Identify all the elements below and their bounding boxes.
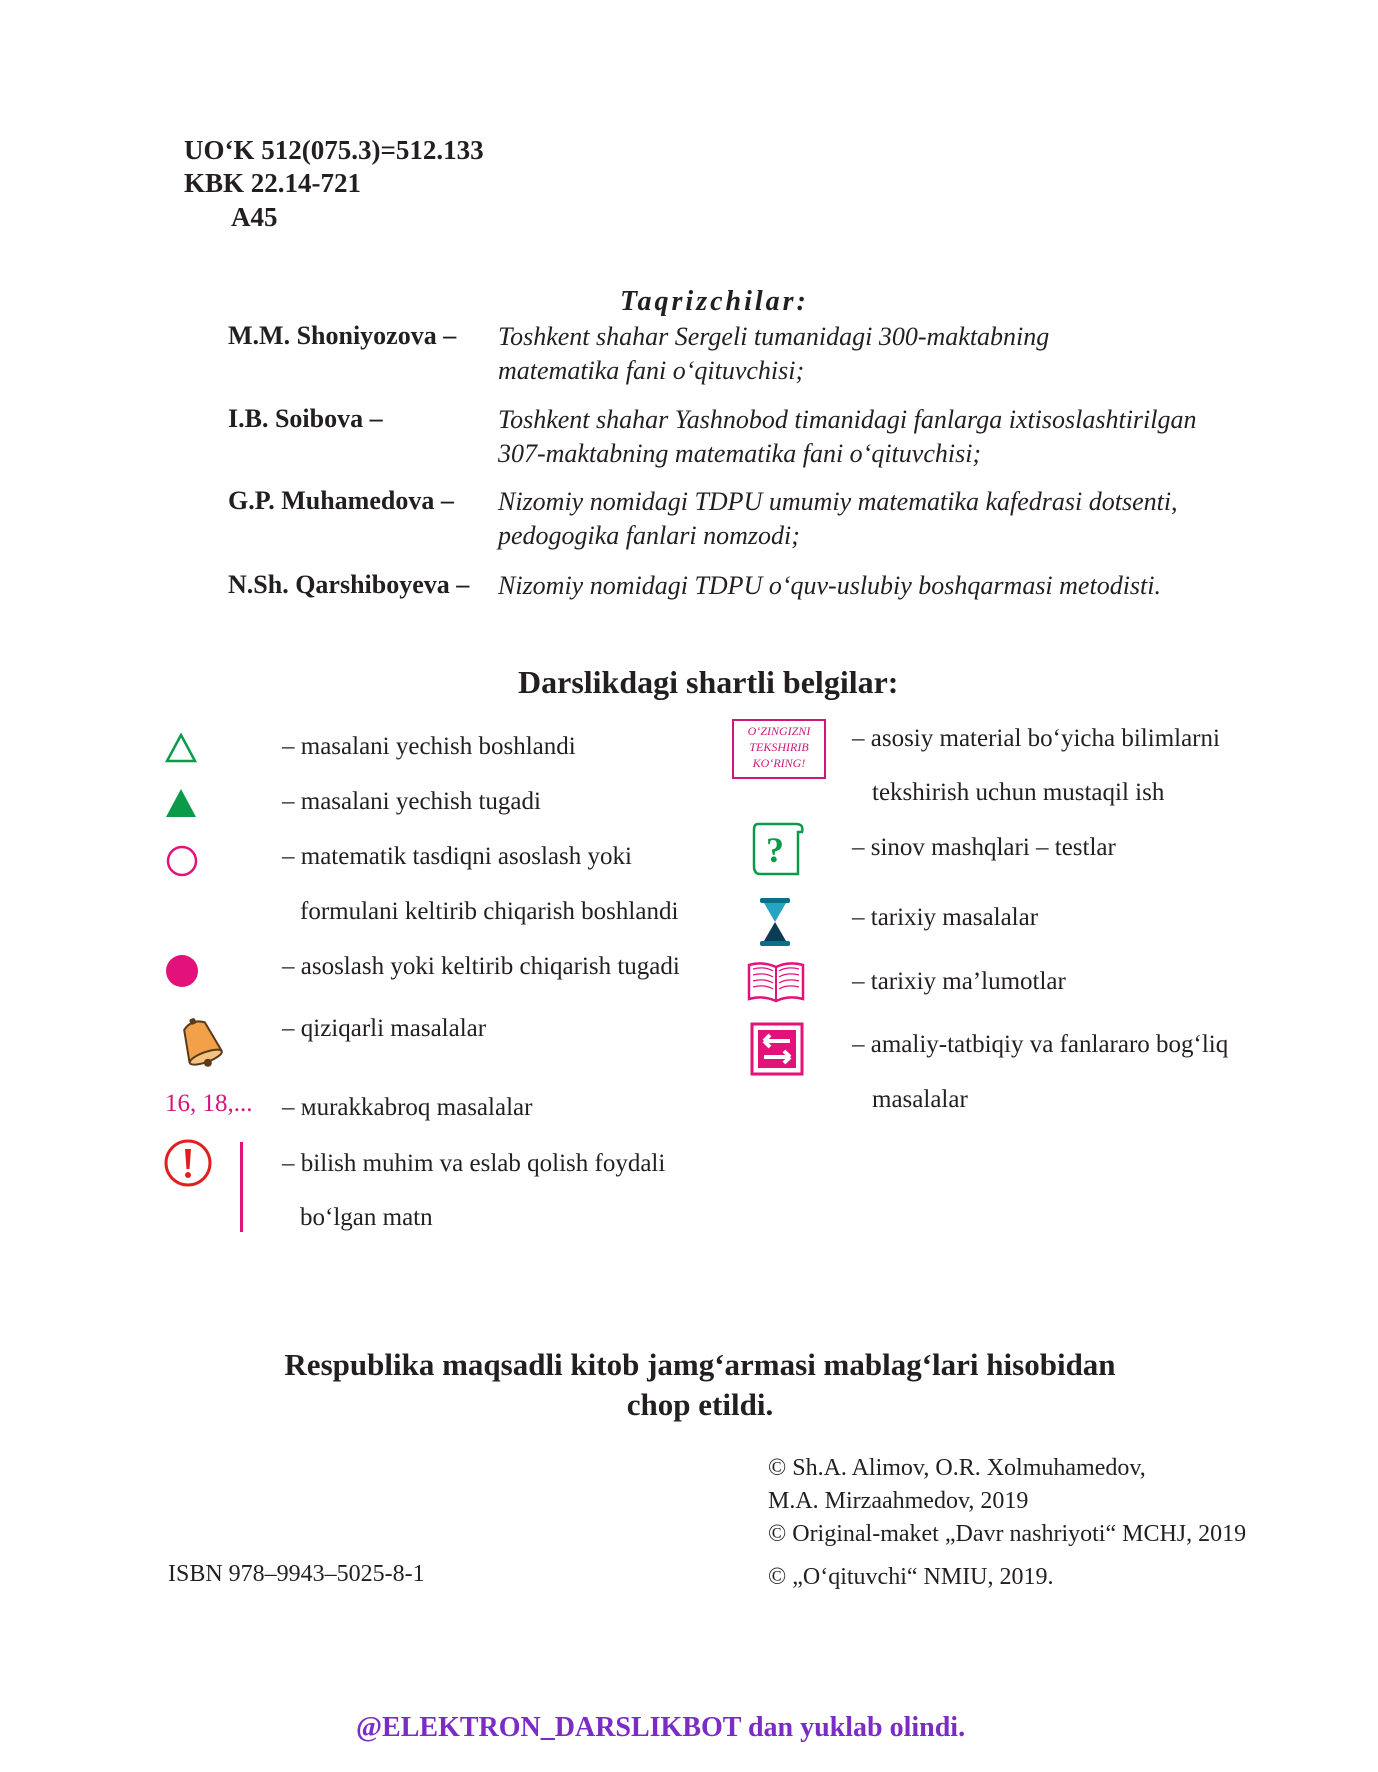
reviewer-name: I.B. Soibova – <box>228 404 383 433</box>
legend-label: – masalani yechish boshlandi <box>282 733 576 760</box>
legend-label: bo‘lgan matn <box>300 1204 433 1231</box>
book-icon <box>745 959 807 1005</box>
circle-filled-icon <box>165 954 199 988</box>
legend-label: – asosiy material bo‘yicha bilimlarni <box>852 725 1220 752</box>
exchange-arrows-icon <box>750 1022 804 1076</box>
legend-label: – bilish muhim va eslab qolish foydali <box>282 1150 666 1177</box>
reviewer-desc: Toshkent shahar Sergeli tumanidagi 300-maktabning matematika fani o‘qituvchisi; <box>498 322 1050 385</box>
legend-label: – masalani yechish tugadi <box>282 788 541 815</box>
isbn: ISBN 978–9943–5025-8-1 <box>168 1561 425 1587</box>
reviewer-name: M.M. Shoniyozova – <box>228 321 457 350</box>
copyright-block: © Sh.A. Alimov, O.R. Xolmuhamedov, M.A. Mirzaahmedov, 2019 © Original-maket „Davr nashriyoti“ MCHJ, 2019 © „O‘qituvchi“ NMIU, 2019. <box>768 1455 1247 1590</box>
warning-bar <box>240 1142 243 1232</box>
reviewer-name: G.P. Muhamedova – <box>228 486 454 515</box>
kbk-code: KBK 22.14-721 <box>184 168 362 198</box>
legend-label: – amaliy-tatbiqiy va fanlararo bog‘liq <box>852 1031 1229 1058</box>
reviewers-title: Taqrizchilar: <box>620 286 809 317</box>
udk-code: UO‘K 512(075.3)=512.133 <box>184 135 484 165</box>
reviewer-desc: Toshkent shahar Yashnobod timanidagi fanlarga ixtisoslashtirilgan 307-maktabning matematika fani o‘qituvchisi; <box>498 405 1197 468</box>
legend-label: masalalar <box>872 1086 968 1113</box>
question-scroll-icon <box>748 818 806 880</box>
legend-label: tekshirish uchun mustaqil ish <box>872 779 1165 806</box>
numbers-marker: 16, 18,... <box>165 1090 253 1117</box>
funding-statement: Respublika maqsadli kitob jamg‘armasi mablag‘lari hisobidan chop etildi. <box>284 1347 1116 1422</box>
bell-icon <box>172 1015 230 1073</box>
circle-outline-icon <box>166 845 198 877</box>
legend-title: Darslikdagi shartli belgilar: <box>518 664 899 700</box>
legend-label: – asoslash yoki keltirib chiqarish tugadi <box>282 953 680 980</box>
warning-icon <box>163 1138 213 1188</box>
legend-label: formulani keltirib chiqarish boshlandi <box>300 898 679 925</box>
legend-label: – qiziqarli masalalar <box>282 1015 487 1042</box>
legend-label: – sinov mashqlari – testlar <box>852 834 1116 861</box>
triangle-outline-icon <box>165 733 197 763</box>
svg-text:?: ? <box>766 830 784 870</box>
triangle-filled-icon <box>165 788 197 818</box>
reviewer-name: N.Sh. Qarshiboyeva – <box>228 570 470 599</box>
author-code: A45 <box>231 202 278 232</box>
legend-label: – tarixiy ma’lumotlar <box>852 968 1066 995</box>
legend-label: – matematik tasdiqni asoslash yoki <box>282 843 632 870</box>
legend-label: – tarixiy masalalar <box>852 904 1039 931</box>
legend-label: – мurakkabroq masalalar <box>282 1094 533 1121</box>
reviewer-desc: Nizomiy nomidagi TDPU umumiy matematika kafedrasi dotsenti, pedogogika fanlari nomzodi; <box>498 487 1178 550</box>
download-source-link[interactable]: @ELEKTRON_DARSLIKBOT dan yuklab olindi. <box>356 1712 966 1743</box>
self-check-stamp-icon: O‘ZINGIZNI TEKSHIRIB KO‘RING! <box>732 719 826 779</box>
reviewer-desc: Nizomiy nomidagi TDPU o‘quv-uslubiy boshqarmasi metodisti. <box>498 571 1161 600</box>
hourglass-icon <box>758 897 792 947</box>
